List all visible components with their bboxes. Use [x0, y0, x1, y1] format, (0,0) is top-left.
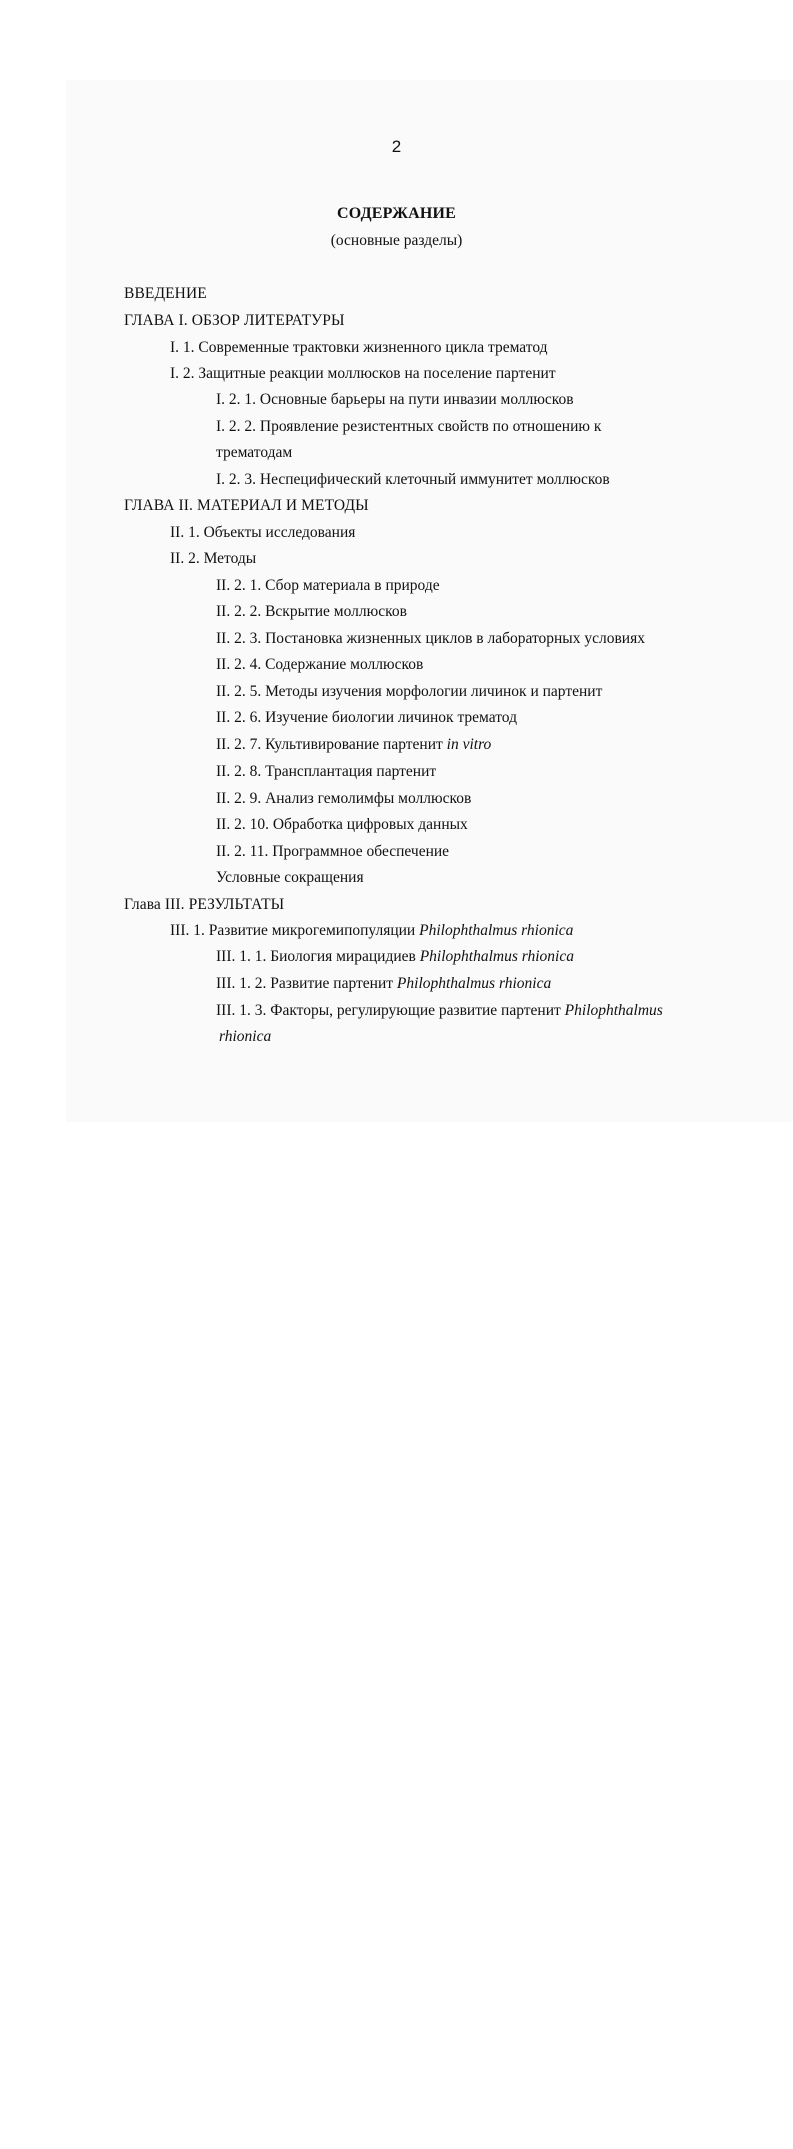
toc-entry-label-text: III. 1. 1. Биология мирацидиев: [216, 948, 416, 965]
toc-entry-label-text: III. 1. 3. Факторы, регулирующие развитие партенит: [216, 1002, 561, 1019]
toc-entry-label: II. 2. 5. Методы изучения морфологии личинок и партенит: [216, 683, 603, 700]
toc-entry-label: I. 2. 3. Неспецифический клеточный иммунитет моллюсков: [216, 471, 610, 488]
toc-entry: [216, 576, 725, 596]
page-number: 2: [391, 137, 402, 156]
toc-entry: [124, 895, 725, 915]
toc-entry-label: II. 2. Методы: [170, 550, 257, 567]
toc-entry-label-text: III. 1. Развитие микрогемипопуляции: [170, 922, 416, 939]
toc-entry: [124, 496, 725, 516]
toc-entry-label: Условные сокращения: [216, 869, 364, 886]
toc-entry: [170, 338, 725, 358]
toc-entry-label: II. 2. 6. Изучение биологии личинок трематод: [216, 709, 517, 726]
toc-entry: [216, 682, 725, 702]
toc-entry: [216, 815, 725, 835]
toc-entry: [124, 284, 725, 304]
toc-entry-label-text: III. 1. 2. Развитие партенит: [216, 975, 394, 992]
toc-entry-label: ГЛАВА I. ОБЗОР ЛИТЕРАТУРЫ: [124, 312, 345, 329]
toc-subtitle: (основные разделы): [330, 232, 463, 249]
toc-entry: [216, 470, 725, 490]
toc-entry-label: ГЛАВА II. МАТЕРИАЛ И МЕТОДЫ: [124, 497, 369, 514]
toc-entry-label-italic: Philophthalmus rhionica: [419, 922, 574, 939]
toc-entry-label: ВВЕДЕНИЕ: [124, 285, 207, 302]
toc-entry-label: II. 2. 4. Содержание моллюсков: [216, 656, 424, 673]
toc-entry-label: II. 2. 3. Постановка жизненных циклов в лабораторных условиях: [216, 630, 645, 647]
toc-entry-label-italic: Philophthalmus: [564, 1002, 663, 1019]
toc-entry-label-italic: Philophthalmus rhionica: [419, 948, 574, 965]
toc-entry: [170, 364, 725, 384]
toc-entry: [216, 842, 725, 862]
toc-entry: [216, 708, 725, 728]
toc-entry-label: II. 2. 8. Трансплантация партенит: [216, 763, 437, 780]
toc-entry-label: II. 1. Объекты исследования: [170, 524, 356, 541]
toc-entry-label: II. 2. 2. Вскрытие моллюсков: [216, 603, 407, 620]
toc-entry: [216, 974, 725, 994]
toc-entry: [170, 921, 725, 941]
toc-entry: [216, 390, 725, 410]
toc-entry-label: II. 2. 9. Анализ гемолимфы моллюсков: [216, 790, 472, 807]
toc-entry: [216, 947, 725, 967]
toc-entry-label-text: II. 2. 7. Культивирование партенит: [216, 736, 443, 753]
toc-entry: [216, 1001, 725, 1047]
toc-entry: [170, 549, 725, 569]
toc-entry: [216, 735, 725, 755]
toc-entry-label-italic: Philophthalmus rhionica: [396, 975, 552, 992]
toc-entry-label-italic: in vitro: [446, 736, 492, 753]
toc-entry-page: [0, 1027, 725, 2149]
toc-entry-label: II. 2. 10. Обработка цифровых данных: [216, 816, 468, 833]
toc-entry: [216, 789, 725, 809]
toc-entry: [216, 655, 725, 675]
toc-entry: [124, 311, 725, 331]
toc-entry-label-continuation: rhionica: [219, 1028, 272, 1045]
toc-entry-label: I. 1. Современные трактовки жизненного цикла трематод: [170, 339, 548, 356]
toc-entry: [216, 762, 725, 782]
toc-entry-label: [216, 1001, 663, 1021]
toc-entry: [216, 602, 725, 622]
toc-entry: [216, 629, 725, 649]
toc-entry-label: II. 2. 1. Сбор материала в природе: [216, 577, 440, 594]
toc-entry-label-continuation: трематодам: [216, 444, 293, 461]
toc-entry: [216, 417, 725, 463]
toc-entry-label: I. 2. 2. Проявление резистентных свойств по отношению к: [216, 418, 602, 435]
toc-entry: [170, 523, 725, 543]
toc-entry-label: I. 2. Защитные реакции моллюсков на поселение партенит: [170, 365, 556, 382]
toc-entry-label: I. 2. 1. Основные барьеры на пути инвазии моллюсков: [216, 391, 574, 408]
toc-entry-label: Глава III. РЕЗУЛЬТАТЫ: [124, 896, 285, 913]
toc-entry-label: II. 2. 11. Программное обеспечение: [216, 843, 450, 860]
toc-entry: [216, 868, 725, 888]
toc-title: СОДЕРЖАНИЕ: [336, 205, 457, 222]
